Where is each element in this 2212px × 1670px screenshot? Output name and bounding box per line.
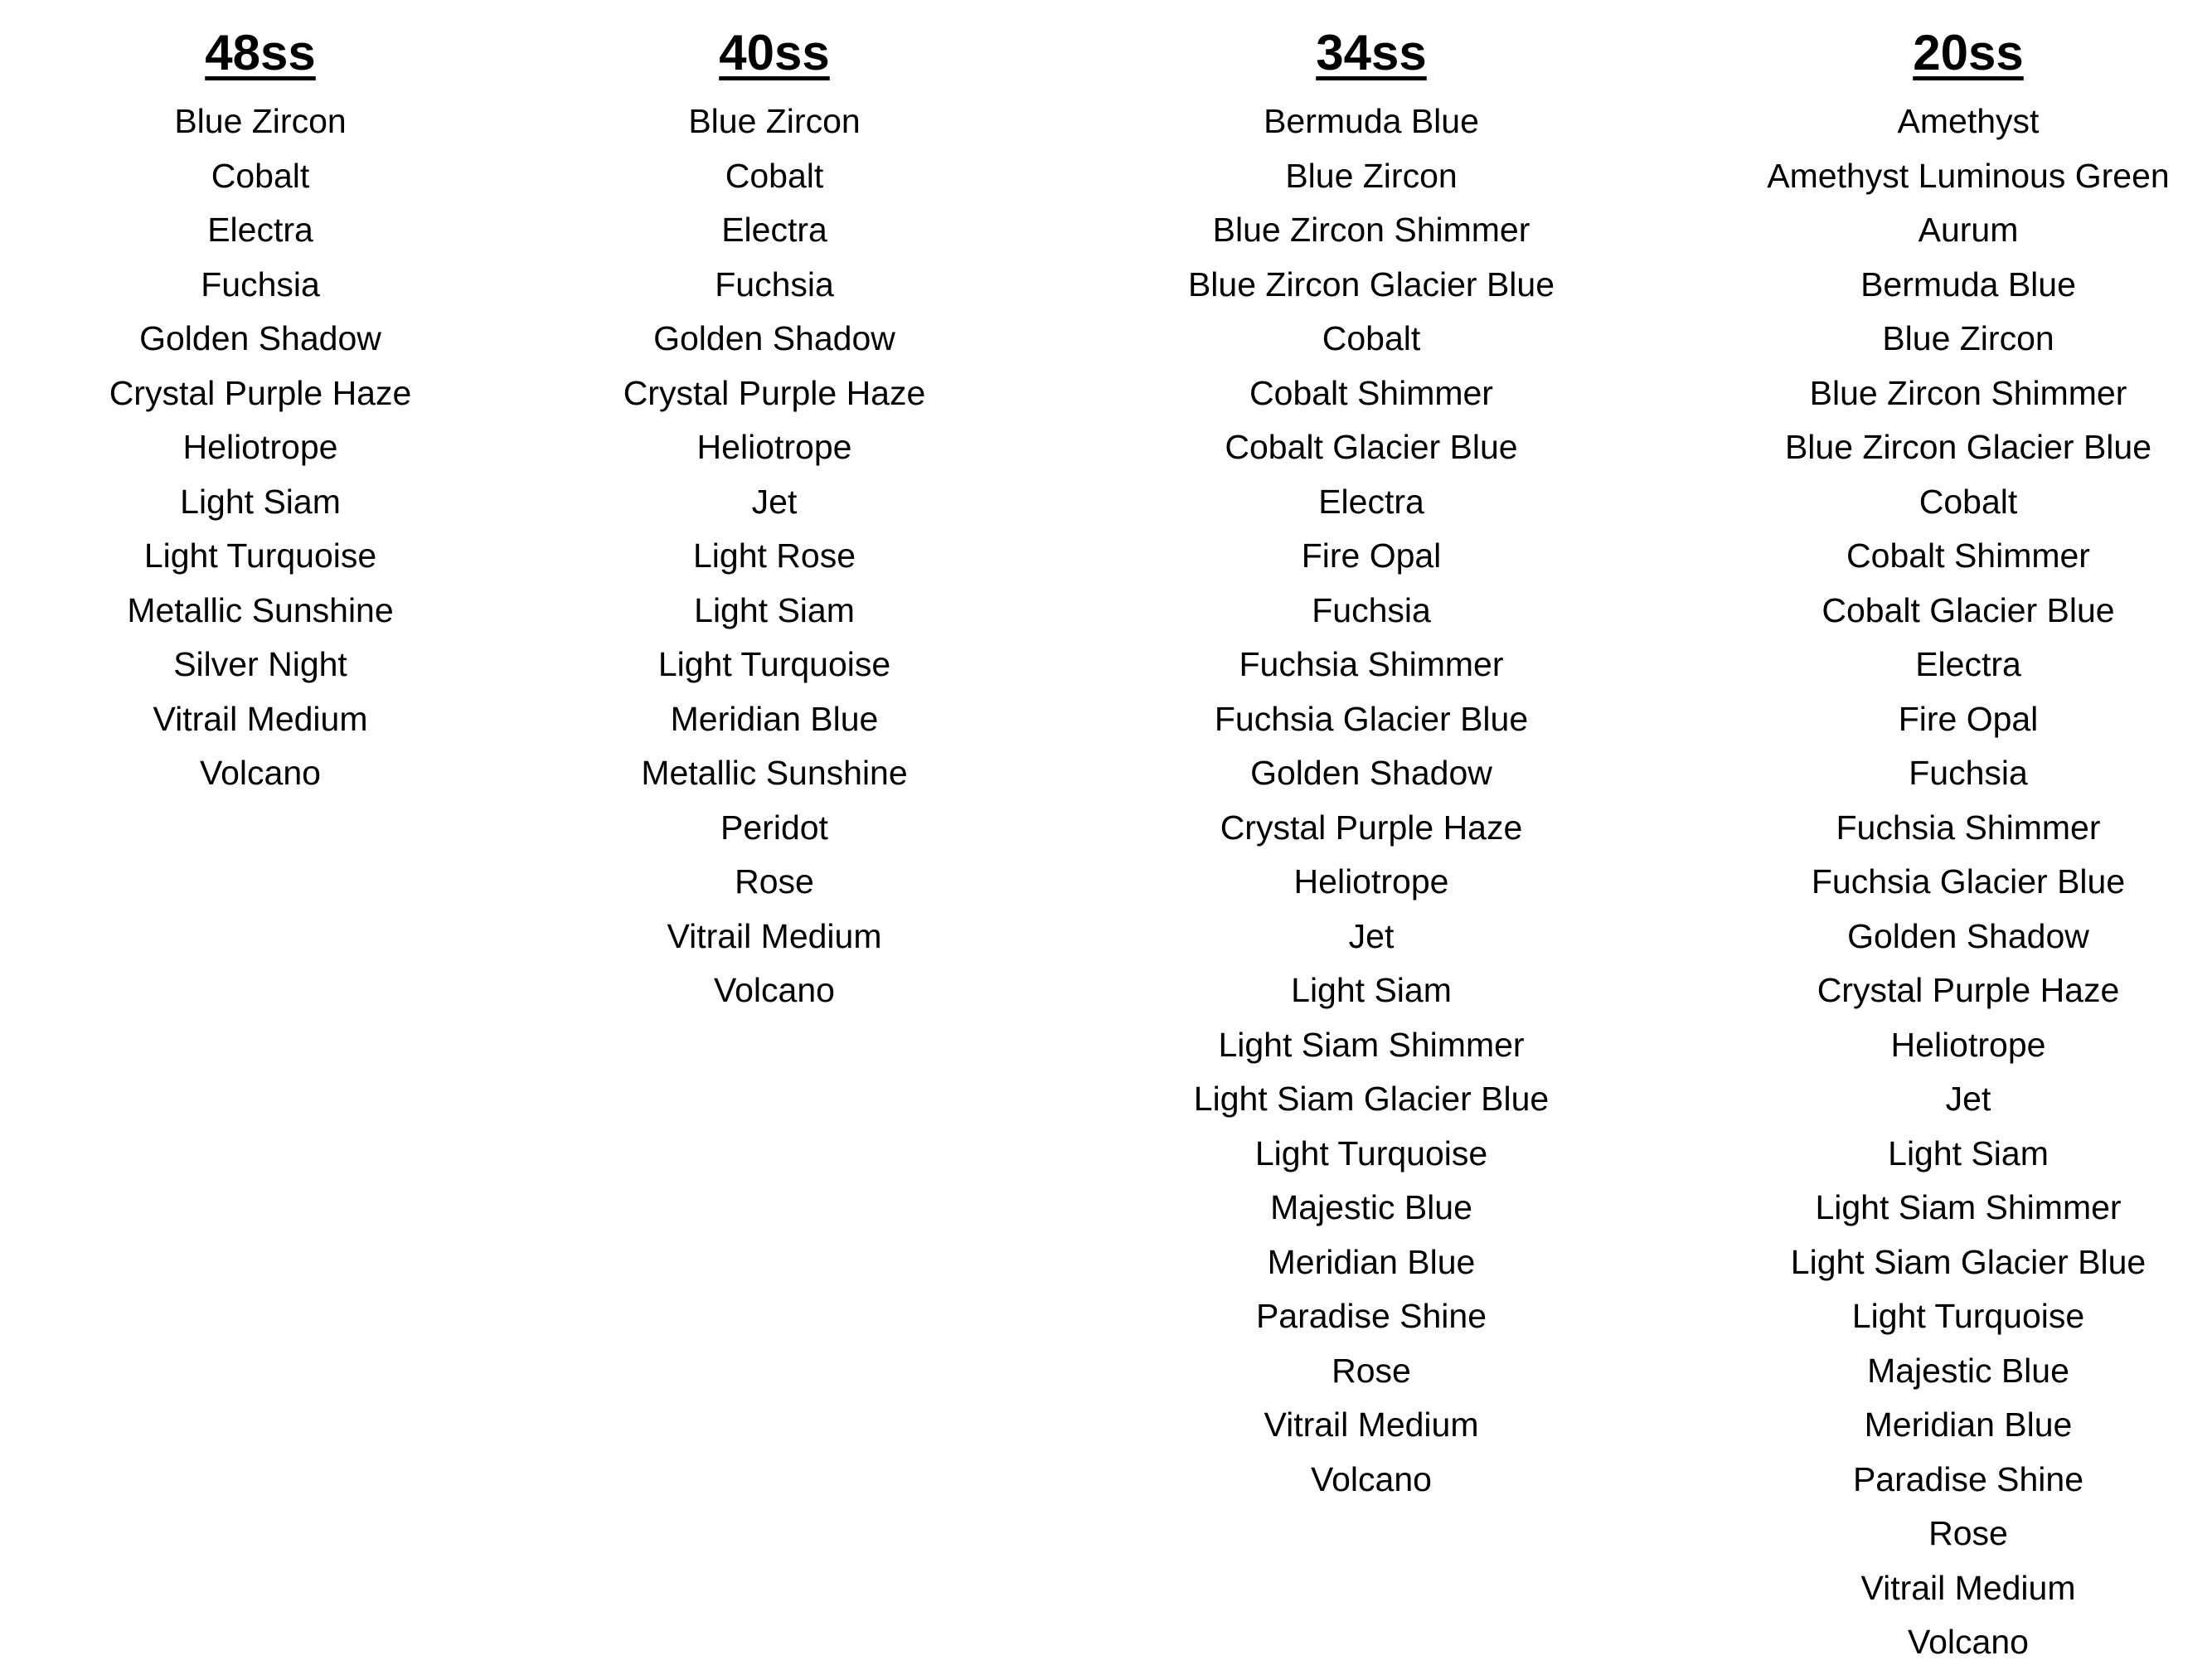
color-item: Rose <box>1332 1351 1411 1390</box>
color-item: Fuchsia Shimmer <box>1239 645 1504 683</box>
color-item: Fuchsia <box>1909 754 2028 792</box>
color-item: Golden Shadow <box>653 319 895 357</box>
color-item: Amethyst <box>1897 102 2040 140</box>
color-item: Crystal Purple Haze <box>623 373 926 412</box>
color-item: Fire Opal <box>1898 699 2039 738</box>
color-item: Crystal Purple Haze <box>109 373 412 412</box>
column-title: 48ss <box>205 25 316 80</box>
color-item: Silver Night <box>173 645 347 683</box>
column-40ss <box>517 18 1031 1018</box>
color-item: Fire Opal <box>1301 536 1442 575</box>
color-item: Metallic Sunshine <box>127 590 394 629</box>
color-item: Vitrail Medium <box>1860 1568 2076 1607</box>
color-item: Vitrail Medium <box>1264 1405 1479 1444</box>
color-item: Cobalt Shimmer <box>1249 373 1493 412</box>
color-item: Rose <box>1928 1514 2008 1552</box>
color-item: Cobalt <box>211 156 310 195</box>
color-item: Electra <box>721 211 827 249</box>
color-item: Heliotrope <box>696 428 852 466</box>
color-item: Light Turquoise <box>1254 1134 1488 1172</box>
color-item: Cobalt <box>725 156 824 195</box>
color-item: Metallic Sunshine <box>641 754 908 792</box>
column-20ss <box>1711 18 2212 1670</box>
color-item: Cobalt Shimmer <box>1846 536 2090 575</box>
color-item: Golden Shadow <box>1250 754 1492 792</box>
color-list <box>1711 95 2212 1670</box>
color-item: Light Siam <box>1291 971 1452 1009</box>
color-item: Fuchsia <box>1312 590 1431 629</box>
color-item: Volcano <box>1908 1623 2029 1661</box>
color-item: Peridot <box>720 808 828 847</box>
color-item: Heliotrope <box>1293 862 1449 901</box>
color-item: Crystal Purple Haze <box>1220 808 1523 847</box>
color-item: Light Siam <box>1888 1134 2049 1172</box>
color-item: Aurum <box>1918 211 2019 249</box>
color-item: Blue Zircon <box>1285 156 1458 195</box>
color-item: Fuchsia Glacier Blue <box>1214 699 1529 738</box>
color-item: Fuchsia Shimmer <box>1836 808 2101 847</box>
color-item: Crystal Purple Haze <box>1817 971 2120 1009</box>
color-list <box>3 95 517 801</box>
color-item: Light Siam Glacier Blue <box>1790 1242 2147 1281</box>
color-item: Cobalt Glacier Blue <box>1225 428 1518 466</box>
color-item: Fuchsia Glacier Blue <box>1811 862 2126 901</box>
color-item: Jet <box>1945 1080 1991 1118</box>
color-item: Blue Zircon Shimmer <box>1212 211 1530 249</box>
color-list <box>517 95 1031 1018</box>
color-item: Light Siam Shimmer <box>1218 1025 1525 1064</box>
color-item: Volcano <box>200 754 321 792</box>
color-item: Blue Zircon Glacier Blue <box>1187 265 1555 303</box>
color-item: Light Siam <box>180 482 341 521</box>
column-title: 34ss <box>1316 25 1427 80</box>
column-title: 20ss <box>1913 25 2024 80</box>
color-item: Light Siam Shimmer <box>1815 1188 2122 1226</box>
color-item: Paradise Shine <box>1255 1297 1487 1335</box>
color-item: Blue Zircon <box>174 102 347 140</box>
column-48ss <box>3 18 517 801</box>
color-item: Fuchsia <box>715 265 834 303</box>
column-title: 40ss <box>719 25 830 80</box>
color-item: Volcano <box>714 971 835 1009</box>
color-item: Blue Zircon <box>688 102 861 140</box>
color-item: Light Turquoise <box>657 645 891 683</box>
color-item: Heliotrope <box>182 428 338 466</box>
color-item: Majestic Blue <box>1867 1351 2069 1390</box>
color-item: Cobalt <box>1322 319 1421 357</box>
color-item: Jet <box>1348 916 1395 955</box>
color-item: Light Siam Glacier Blue <box>1193 1080 1550 1118</box>
color-item: Meridian Blue <box>1864 1405 2073 1444</box>
color-item: Jet <box>751 482 798 521</box>
color-item: Light Siam <box>694 590 855 629</box>
color-item: Vitrail Medium <box>667 916 882 955</box>
color-item: Heliotrope <box>1890 1025 2046 1064</box>
color-item: Light Turquoise <box>1851 1297 2085 1335</box>
color-item: Majestic Blue <box>1270 1188 1472 1226</box>
color-item: Electra <box>1318 482 1424 521</box>
color-item: Light Turquoise <box>143 536 377 575</box>
color-item: Vitrail Medium <box>153 699 368 738</box>
color-item: Bermuda Blue <box>1860 265 2076 303</box>
column-34ss <box>1114 18 1628 1507</box>
color-item: Blue Zircon Glacier Blue <box>1784 428 2152 466</box>
color-item: Paradise Shine <box>1852 1459 2084 1498</box>
color-item: Cobalt <box>1919 482 2018 521</box>
color-item: Fuchsia <box>201 265 320 303</box>
color-item: Meridian Blue <box>670 699 879 738</box>
color-item: Golden Shadow <box>139 319 381 357</box>
color-item: Volcano <box>1311 1459 1432 1498</box>
color-item: Electra <box>1915 645 2021 683</box>
color-item: Electra <box>207 211 313 249</box>
color-item: Blue Zircon Shimmer <box>1809 373 2127 412</box>
color-item: Rose <box>735 862 814 901</box>
color-item: Cobalt Glacier Blue <box>1822 590 2115 629</box>
color-item: Bermuda Blue <box>1264 102 1479 140</box>
color-item: Meridian Blue <box>1267 1242 1476 1281</box>
color-item: Blue Zircon <box>1882 319 2054 357</box>
color-item: Golden Shadow <box>1847 916 2089 955</box>
color-item: Light Rose <box>692 536 856 575</box>
color-list <box>1114 95 1628 1507</box>
color-item: Amethyst Luminous Green <box>1767 156 2170 195</box>
